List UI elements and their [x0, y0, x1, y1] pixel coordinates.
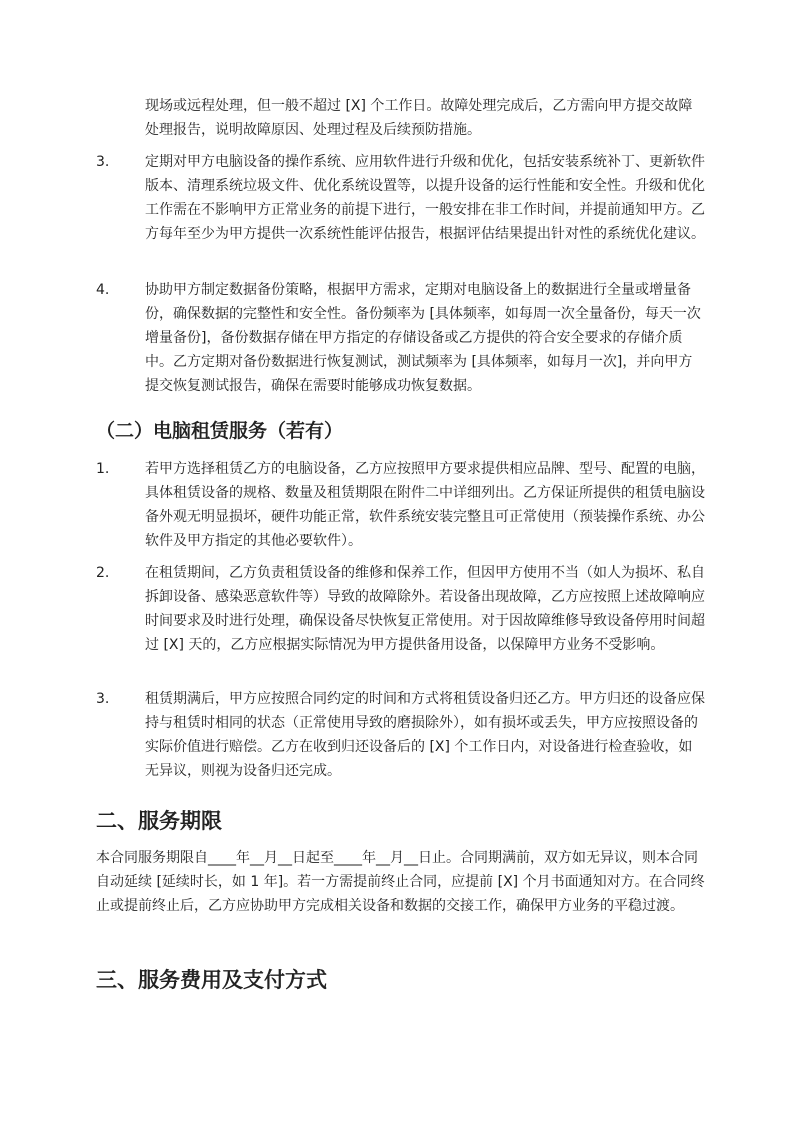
fault-handling-continuation: 现场或远程处理，但一般不超过 [X] 个工作日。故障处理完成后，乙方需向甲方提交故障处理报告，说明故障原因、处理过程及后续预防措施。: [145, 98, 693, 138]
list-item-number: 4.: [96, 282, 110, 298]
list-item-number: 3.: [96, 154, 110, 170]
list-item-text: 租赁期满后，甲方应按照合同约定的时间和方式将租赁设备归还乙方。甲方归还的设备应保持与租赁时相同的状态（正常使用导致的磨损除外），如有损坏或丢失，甲方应按照设备的实际价值进行赔偿。乙方在收到归还设备后的 [X] 个工作日内，对设备进行检查验收，如无异议，则视为设备归还完成。: [145, 691, 705, 779]
fee-payment-heading: 三、服务费用及支付方式: [96, 968, 327, 992]
service-term-paragraph: 本合同服务期限自____年__月__日起至____年__月__日止。合同期满前，双方如无异议，则本合同自动延续 [延续时长，如 1 年]。若一方需提前终止合同，应提前 [X] 个月书面通知对方。在合同终止或提前终止后，乙方应协助甲方完成相关设备和数据的交接工作，确保甲方业务的平稳过渡。: [96, 850, 705, 914]
service-term-heading: 二、服务期限: [96, 809, 222, 833]
list-item-text: 协助甲方制定数据备份策略，根据甲方需求，定期对电脑设备上的数据进行全量或增量备份，确保数据的完整性和安全性。备份频率为 [具体频率，如每周一次全量备份，每天一次增量备份]，备份数据存储在甲方指定的存储设备或乙方提供的符合安全要求的存储介质中。乙方定期对备份数据进行恢复测试，测试频率为 [具体频率，如每月一次]，并向甲方提交恢复测试报告，确保在需要时能够成功恢复数据。: [145, 282, 701, 394]
list-item-text: 在租赁期间，乙方负责租赁设备的维修和保养工作，但因甲方使用不当（如人为损坏、私自拆卸设备、感染恶意软件等）导致的故障除外。若设备出现故障，乙方应按照上述故障响应时间要求及时进行处理，确保设备尽快恢复正常使用。对于因故障维修导致设备停用时间超过 [X] 天的，乙方应根据实际情况为甲方提供备用设备，以保障甲方业务不受影响。: [145, 565, 705, 653]
list-item-number: 3.: [96, 691, 110, 707]
list-item-number: 2.: [96, 565, 110, 581]
list-item-text: 若甲方选择租赁乙方的电脑设备，乙方应按照甲方要求提供相应品牌、型号、配置的电脑，具体租赁设备的规格、数量及租赁期限在附件二中详细列出。乙方保证所提供的租赁电脑设备外观无明显损坏，硬件功能正常，软件系统安装完整且可正常使用（预装操作系统、办公软件及甲方指定的其他必要软件）。: [145, 461, 705, 549]
list-item-number: 1.: [96, 461, 110, 477]
list-item-text: 定期对甲方电脑设备的操作系统、应用软件进行升级和优化，包括安装系统补丁、更新软件版本、清理系统垃圾文件、优化系统设置等，以提升设备的运行性能和安全性。升级和优化工作需在不影响甲方正常业务的前提下进行，一般安排在非工作时间，并提前通知甲方。乙方每年至少为甲方提供一次系统性能评估报告，根据评估结果提出针对性的系统优化建议。: [145, 154, 705, 242]
rental-service-heading: （二）电脑租赁服务（若有）: [96, 420, 344, 442]
